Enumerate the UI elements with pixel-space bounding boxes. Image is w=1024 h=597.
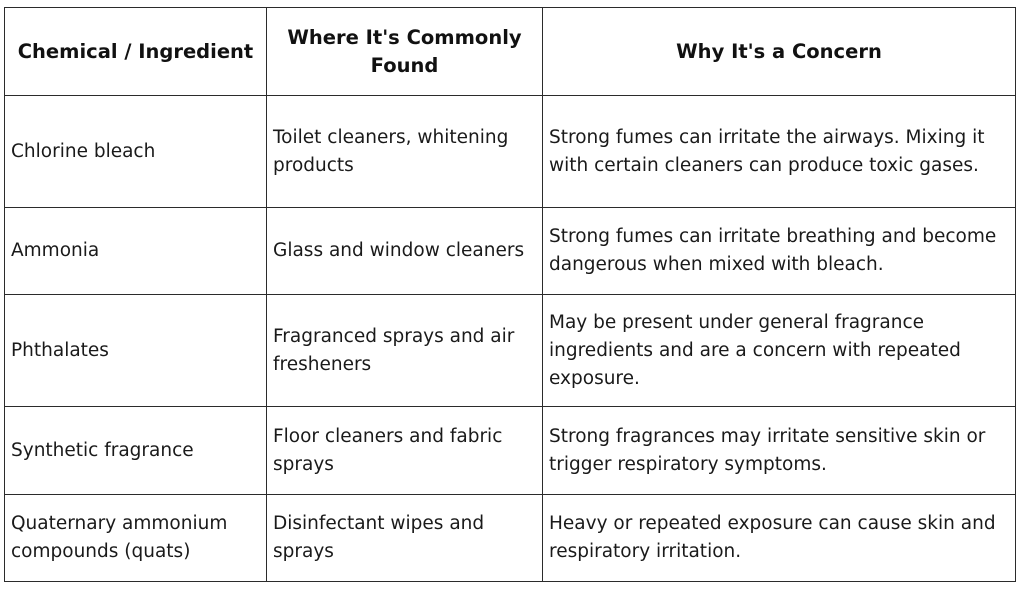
cell-concern: Strong fragrances may irritate sensitive skin or trigger respiratory symptoms. bbox=[543, 407, 1016, 495]
header-where-found: Where It's Commonly Found bbox=[267, 8, 543, 96]
table-row bbox=[5, 295, 1016, 407]
table-row bbox=[5, 407, 1016, 495]
cell-concern: Strong fumes can irritate the airways. Mixing it with certain cleaners can produce toxic gases. bbox=[543, 96, 1016, 208]
cell-found: Fragranced sprays and air fresheners bbox=[267, 295, 543, 407]
cell-concern: Strong fumes can irritate breathing and become dangerous when mixed with bleach. bbox=[543, 208, 1016, 295]
cell-found: Glass and window cleaners bbox=[267, 208, 543, 295]
cell-chemical: Synthetic fragrance bbox=[5, 407, 267, 495]
cell-found: Disinfectant wipes and sprays bbox=[267, 495, 543, 582]
cell-chemical: Phthalates bbox=[5, 295, 267, 407]
header-concern: Why It's a Concern bbox=[543, 8, 1016, 96]
chemical-concerns-table bbox=[4, 7, 1016, 582]
cell-chemical: Ammonia bbox=[5, 208, 267, 295]
cell-chemical: Chlorine bleach bbox=[5, 96, 267, 208]
table-row bbox=[5, 495, 1016, 582]
cell-chemical: Quaternary ammonium compounds (quats) bbox=[5, 495, 267, 582]
table-header-row bbox=[5, 8, 1016, 96]
table-row bbox=[5, 96, 1016, 208]
cell-concern: May be present under general fragrance ingredients and are a concern with repeated exposure. bbox=[543, 295, 1016, 407]
table-row bbox=[5, 208, 1016, 295]
cell-concern: Heavy or repeated exposure can cause skin and respiratory irritation. bbox=[543, 495, 1016, 582]
cell-found: Toilet cleaners, whitening products bbox=[267, 96, 543, 208]
cell-found: Floor cleaners and fabric sprays bbox=[267, 407, 543, 495]
header-chemical: Chemical / Ingredient bbox=[5, 8, 267, 96]
